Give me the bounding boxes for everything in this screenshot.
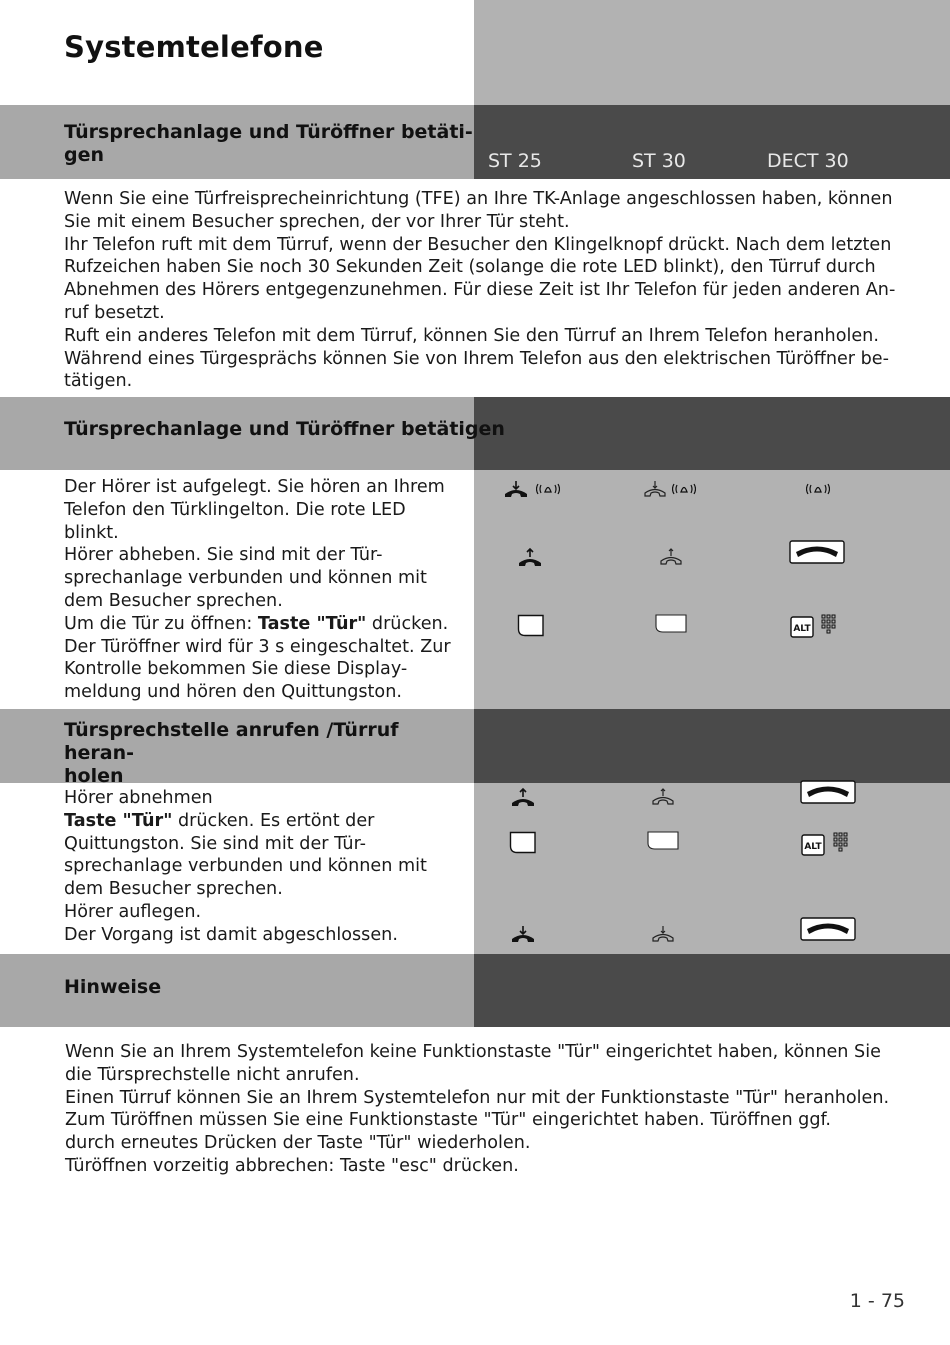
ring-icon <box>672 482 696 496</box>
step-line: Telefon den Türklingelton. Die rote LED <box>64 499 406 520</box>
keypad-icon <box>821 614 837 634</box>
section4-title: Hinweise <box>64 976 162 998</box>
step-line: Der Hörer ist aufgelegt. Sie hören an Ihrem <box>64 477 445 497</box>
section3-title-line1: Türsprechstelle anrufen /Türruf heran- <box>64 719 399 764</box>
step-line <box>64 613 472 636</box>
step-line: dem Besucher sprechen. <box>64 590 283 611</box>
column-header-st25: ST 25 <box>488 150 542 172</box>
intro-line: Rufzeichen haben Sie noch 30 Sekunden Zeit (solange die rote LED blinkt), den Türruf durch <box>64 257 876 278</box>
section4-header-right <box>474 954 950 1027</box>
dect-handset-icon <box>789 540 845 564</box>
column-header-dect30: DECT 30 <box>767 150 849 172</box>
handset-up-icon <box>510 787 536 807</box>
section4-notes <box>65 1041 935 1178</box>
intro-line: Abnehmen des Hörers entgegenzunehmen. Für diese Zeit ist Ihr Telefon für jeden anderen An- <box>64 280 896 301</box>
handset-down-outline-icon <box>643 480 667 497</box>
intro-line: Während eines Türgesprächs können Sie von Ihrem Telefon aus den elektrischen Türöffner be- <box>64 348 889 369</box>
step-text: Um die Tür zu öffnen: <box>64 613 258 634</box>
intro-line: Ihr Telefon ruft mit dem Türruf, wenn der Besucher den Klingelknopf drückt. Nach dem letzten <box>64 234 892 255</box>
handset-down-outline-icon <box>651 925 675 942</box>
ring-icon <box>536 482 560 496</box>
step-line: meldung und hören den Quittungston. <box>64 682 402 703</box>
note-line: Einen Türruf können Sie an Ihrem Systemtelefon nur mit der Funktionstaste "Tür" heranholen. <box>65 1087 890 1108</box>
intro-line: Sie mit einem Besucher sprechen, der vor Ihrer Tür steht. <box>64 211 570 232</box>
step-line: Hörer auflegen. <box>64 901 202 922</box>
column-header-st30: ST 30 <box>632 150 686 172</box>
step-line: Kontrolle bekommen Sie diese Display- <box>64 659 408 680</box>
section2-header-right <box>474 397 950 470</box>
alt-key-icon <box>790 616 814 638</box>
note-line: Wenn Sie an Ihrem Systemtelefon keine Funktionstaste "Tür" eingerichtet haben, können Sie <box>65 1042 881 1062</box>
page-number: 1 - 75 <box>849 1290 905 1312</box>
note-line: die Türsprechstelle nicht anrufen. <box>65 1064 360 1085</box>
section3-header-right <box>474 709 950 783</box>
handset-up-outline-icon <box>651 787 675 805</box>
dect-handset-icon <box>800 917 856 941</box>
section1-title-line2: gen <box>64 144 105 166</box>
function-key-icon <box>655 614 687 633</box>
header-right-panel <box>474 0 950 105</box>
key-name-tuer: Taste "Tür" <box>64 810 173 831</box>
alt-key-label: ALT <box>804 842 822 852</box>
step-line: sprechanlage verbunden und können mit <box>64 568 427 589</box>
step-text: drücken. Es ertönt der <box>172 810 375 831</box>
step-line: Hörer abnehmen <box>64 788 213 808</box>
section2-steps <box>64 476 472 704</box>
handset-down-icon <box>510 925 536 943</box>
alt-key-label: ALT <box>793 624 811 634</box>
section2-icon-panel <box>474 470 950 709</box>
dect-handset-icon <box>800 780 856 804</box>
keypad-icon <box>833 832 849 852</box>
section1-header-right <box>474 105 950 179</box>
step-line <box>64 810 472 833</box>
section1-title-line1: Türsprechanlage und Türöffner betäti- <box>64 121 473 143</box>
ring-icon <box>806 482 830 496</box>
step-line: Der Vorgang ist damit abgeschlossen. <box>64 924 398 945</box>
handset-up-icon <box>517 547 543 567</box>
step-text: drücken. <box>366 613 449 634</box>
step-line: Der Türöffner wird für 3 s eingeschaltet. Zur <box>64 636 451 657</box>
section1-title <box>64 121 474 167</box>
function-key-icon <box>509 831 537 854</box>
section3-icon-panel <box>474 783 950 954</box>
section2-title: Türsprechanlage und Türöffner betätigen <box>64 418 505 440</box>
function-key-icon <box>647 831 679 850</box>
section1-intro <box>64 188 934 393</box>
note-line: Türöffnen vorzeitig abbrechen: Taste "esc" drücken. <box>65 1155 519 1176</box>
alt-key-icon <box>801 834 825 856</box>
step-line: blinkt. <box>64 522 119 543</box>
note-line: Zum Türöffnen müssen Sie eine Funktionstaste "Tür" eingerichtet haben. Türöffnen ggf. <box>65 1110 832 1131</box>
key-name-tuer: Taste "Tür" <box>257 613 367 634</box>
step-line: sprechanlage verbunden und können mit <box>64 856 427 877</box>
handset-down-icon <box>503 480 529 498</box>
section3-steps <box>64 787 472 947</box>
intro-line: Wenn Sie eine Türfreisprecheinrichtung (TFE) an Ihre TK-Anlage angeschlossen haben, können <box>64 189 893 209</box>
intro-line: Ruft ein anderes Telefon mit dem Türruf, können Sie den Türruf an Ihrem Telefon heranholen. <box>64 325 879 346</box>
page-title: Systemtelefone <box>64 30 324 64</box>
step-line: Quittungston. Sie sind mit der Tür- <box>64 833 367 854</box>
intro-line: tätigen. <box>64 371 133 392</box>
intro-line: ruf besetzt. <box>64 302 165 323</box>
section3-title <box>64 719 474 788</box>
step-line: dem Besucher sprechen. <box>64 879 283 900</box>
note-line: durch erneutes Drücken der Taste "Tür" wiederholen. <box>65 1133 531 1154</box>
function-key-icon <box>517 614 545 637</box>
step-line: Hörer abheben. Sie sind mit der Tür- <box>64 545 383 566</box>
handset-up-outline-icon <box>659 547 683 565</box>
section3-title-line2: holen <box>64 765 124 787</box>
